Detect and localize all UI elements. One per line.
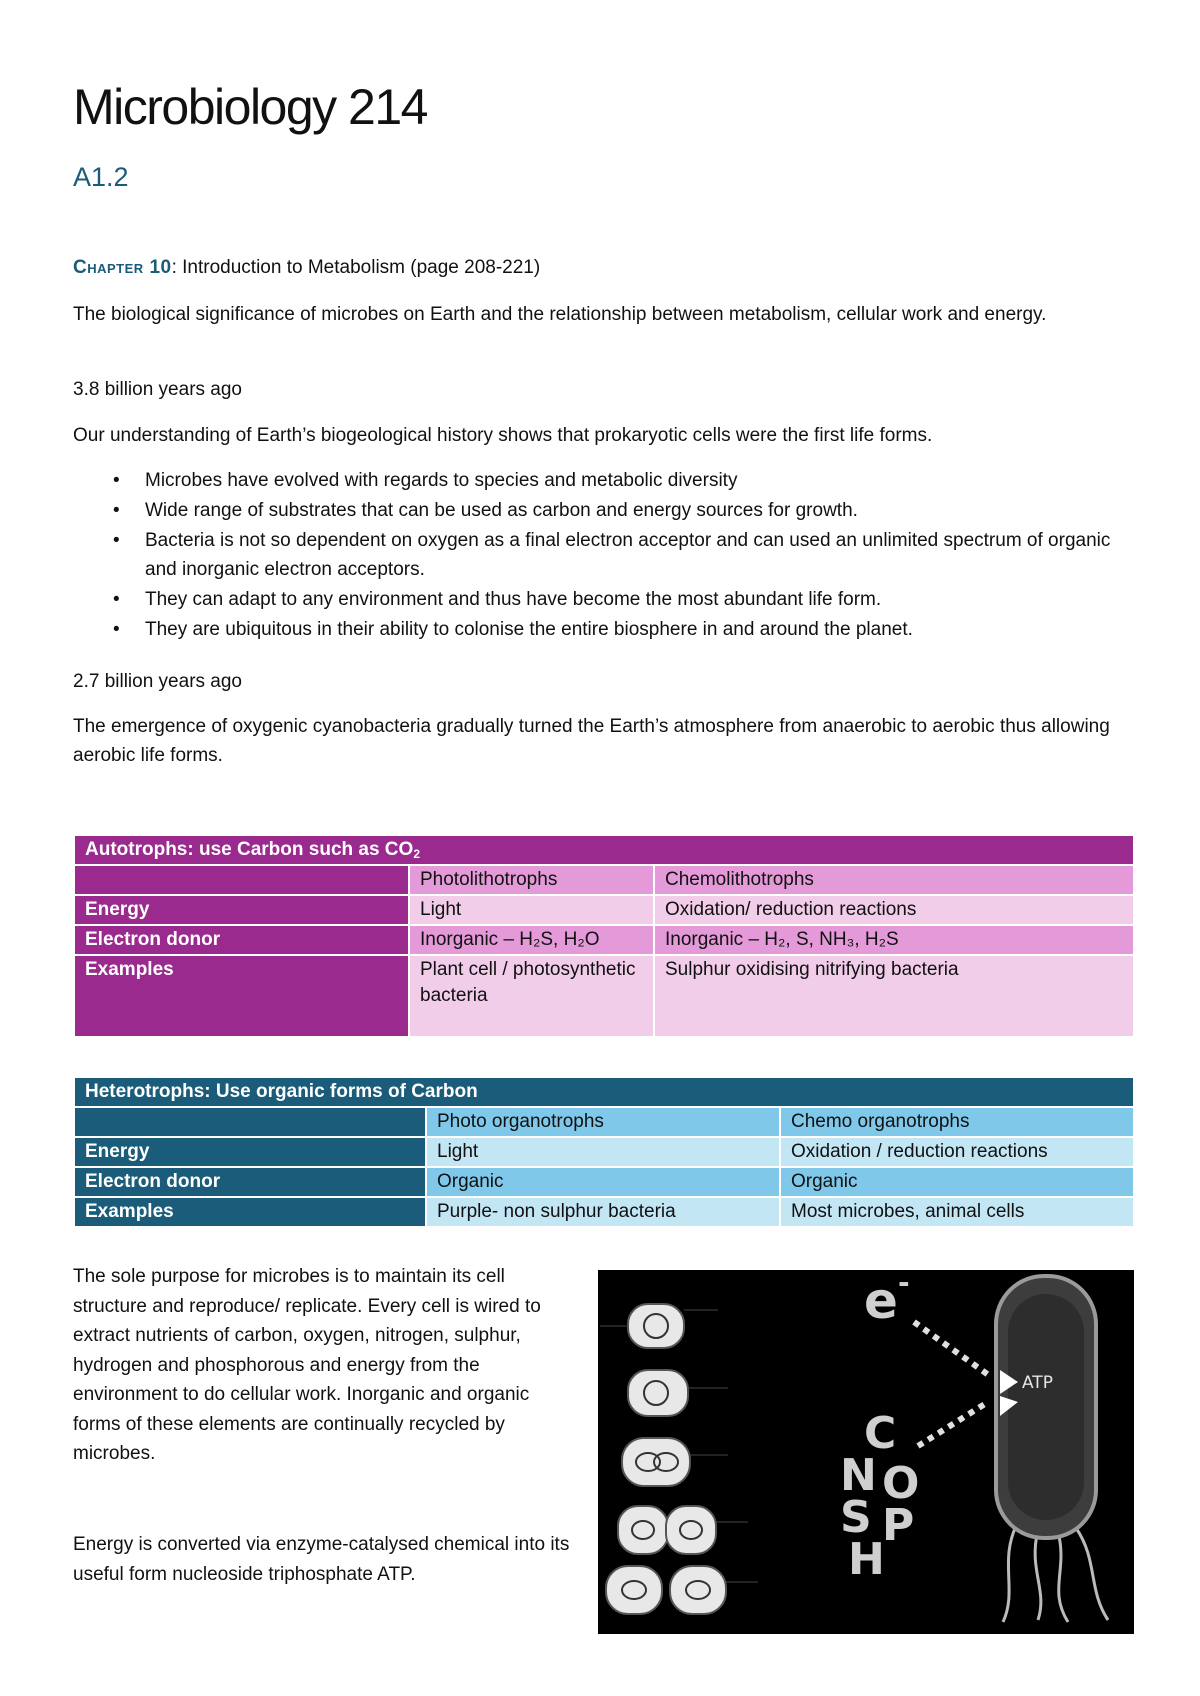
flagellum — [1035, 1530, 1041, 1620]
electron-flow-arrow — [914, 1322, 990, 1376]
table-row — [74, 1137, 1134, 1167]
table-cell: Organic — [780, 1167, 1134, 1197]
era1-label: 3.8 billion years ago — [73, 379, 242, 400]
list-item — [73, 615, 1113, 644]
table-row — [74, 955, 1134, 1037]
bullet-text: Wide range of substrates that can be used as carbon and energy sources for growth. — [145, 500, 858, 521]
era2-paragraph: The emergence of oxygenic cyanobacteria gradually turned the Earth’s atmosphere from anaerobic to aerobic thus allowing aerobic life forms. — [73, 716, 1110, 766]
dividing-cell-shape — [666, 1506, 716, 1554]
list-item — [73, 496, 1113, 525]
table-cell: Plant cell / photosynthetic bacteria — [409, 955, 654, 1037]
bacterial-metabolism-figure — [598, 1270, 1134, 1634]
era1-paragraph: Our understanding of Earth’s biogeological history shows that prokaryotic cells were the first life forms. — [73, 425, 933, 446]
bacterium-cytoplasm — [1008, 1294, 1084, 1520]
element-letter-h: H — [848, 1534, 885, 1585]
element-letter-n: N — [840, 1450, 877, 1501]
row-header-examples: Examples — [74, 955, 409, 1037]
bullet-text: They are ubiquitous in their ability to colonise the entire biosphere in and around the planet. — [145, 619, 913, 640]
table-row — [74, 865, 1134, 895]
list-item — [73, 526, 1113, 584]
table-cell: Sulphur oxidising nitrifying bacteria — [654, 955, 1134, 1037]
nutrient-flow-arrow — [918, 1402, 988, 1446]
table-row — [74, 1077, 1134, 1107]
cell-division-sequence — [606, 1304, 726, 1614]
element-letter-s: S — [840, 1492, 872, 1543]
chapter-title: Introduction to Metabolism (page 208-221) — [176, 257, 541, 278]
column-header-chemo-organotrophs: Chemo organotrophs — [780, 1107, 1134, 1137]
table-cell: Light — [426, 1137, 780, 1167]
autotrophs-title-text: Autotrophs: use Carbon such as CO — [85, 839, 414, 860]
bullet-icon: • — [113, 470, 120, 491]
dividing-cell-shape — [670, 1566, 726, 1614]
purpose-paragraph: The sole purpose for microbes is to maintain its cell structure and reproduce/ replicate. Every cell is wired to extract nutrients of carbon, oxygen, nitrogen, sulphur, hydrogen and phosphorous and energy from the environment to do cellular work. Inorganic and organic forms of these elements are continually recycled by microbes. — [73, 1266, 541, 1464]
table-row — [74, 1107, 1134, 1137]
intro-paragraph: The biological significance of microbes on Earth and the relationship between metabolism, cellular work and energy. — [73, 304, 1047, 325]
table-cell: Light — [409, 895, 654, 925]
bullet-icon: • — [113, 619, 120, 640]
electron-superscript: - — [898, 1270, 910, 1299]
electron-label: e — [864, 1272, 898, 1330]
atp-label: ATP — [1022, 1373, 1053, 1393]
bullet-text: Microbes have evolved with regards to species and metabolic diversity — [145, 470, 738, 491]
table-row — [74, 835, 1134, 865]
bullet-text: They can adapt to any environment and thus have become the most abundant life form. — [145, 589, 882, 610]
table-cell — [74, 1107, 426, 1137]
table-cell: Inorganic – H₂, S, NH₃, H₂S — [654, 925, 1134, 955]
column-header-photolithotrophs: Photolithotrophs — [409, 865, 654, 895]
heterotrophs-table — [73, 1076, 1135, 1228]
row-header-electron-donor: Electron donor — [74, 925, 409, 955]
bacterium-cell — [996, 1276, 1108, 1622]
list-item — [73, 466, 1113, 495]
list-item — [73, 585, 1113, 614]
bacteria-illustration — [598, 1270, 1134, 1634]
bullet-icon: • — [113, 500, 120, 521]
flagellum — [1076, 1528, 1108, 1620]
flagellum — [1003, 1522, 1018, 1622]
table-cell: Most microbes, animal cells — [780, 1197, 1134, 1227]
dividing-cell-shape — [618, 1506, 668, 1554]
page-title: Microbiology 214 — [73, 79, 427, 135]
autotrophs-title-subscript: 2 — [413, 847, 420, 861]
element-letter-c: C — [864, 1408, 897, 1459]
dividing-cell-shape — [628, 1370, 688, 1416]
table-cell: Organic — [426, 1167, 780, 1197]
chapter-label: Chapter 10 — [73, 257, 172, 278]
table-cell: Oxidation/ reduction reactions — [654, 895, 1134, 925]
dividing-cell-shape — [606, 1566, 662, 1614]
column-header-photo-organotrophs: Photo organotrophs — [426, 1107, 780, 1137]
chapter-heading — [73, 257, 540, 279]
row-header-electron-donor: Electron donor — [74, 1167, 426, 1197]
diversity-bullet-list — [73, 466, 1113, 645]
autotrophs-table — [73, 834, 1135, 1038]
bullet-icon: • — [113, 530, 120, 551]
column-header-chemolithotrophs: Chemolithotrophs — [654, 865, 1134, 895]
table-row — [74, 1167, 1134, 1197]
dividing-cell-shape — [628, 1304, 684, 1348]
element-letter-p: P — [882, 1500, 915, 1551]
table-row — [74, 925, 1134, 955]
era2-label: 2.7 billion years ago — [73, 671, 242, 692]
row-header-energy: Energy — [74, 895, 409, 925]
row-header-energy: Energy — [74, 1137, 426, 1167]
autotrophs-title — [74, 835, 1134, 865]
table-cell — [74, 865, 409, 895]
flagellum — [1058, 1532, 1068, 1622]
table-cell: Oxidation / reduction reactions — [780, 1137, 1134, 1167]
element-letter-o: O — [882, 1458, 920, 1509]
table-row — [74, 1197, 1134, 1227]
page-subtitle: A1.2 — [73, 162, 129, 192]
row-header-examples: Examples — [74, 1197, 426, 1227]
bullet-text: Bacteria is not so dependent on oxygen as a final electron acceptor and can used an unlimited spectrum of organic and inorganic electron acceptors. — [145, 530, 1111, 580]
dividing-cell-shape — [622, 1438, 690, 1486]
bullet-icon: • — [113, 589, 120, 610]
energy-paragraph: Energy is converted via enzyme-catalysed chemical into its useful form nucleoside triphosphate ATP. — [73, 1534, 570, 1585]
table-cell: Inorganic – H₂S, H₂O — [409, 925, 654, 955]
table-cell: Purple- non sulphur bacteria — [426, 1197, 780, 1227]
chapter-separator: : — [171, 257, 177, 278]
table-row — [74, 895, 1134, 925]
heterotrophs-title: Heterotrophs: Use organic forms of Carbon — [74, 1077, 1134, 1107]
